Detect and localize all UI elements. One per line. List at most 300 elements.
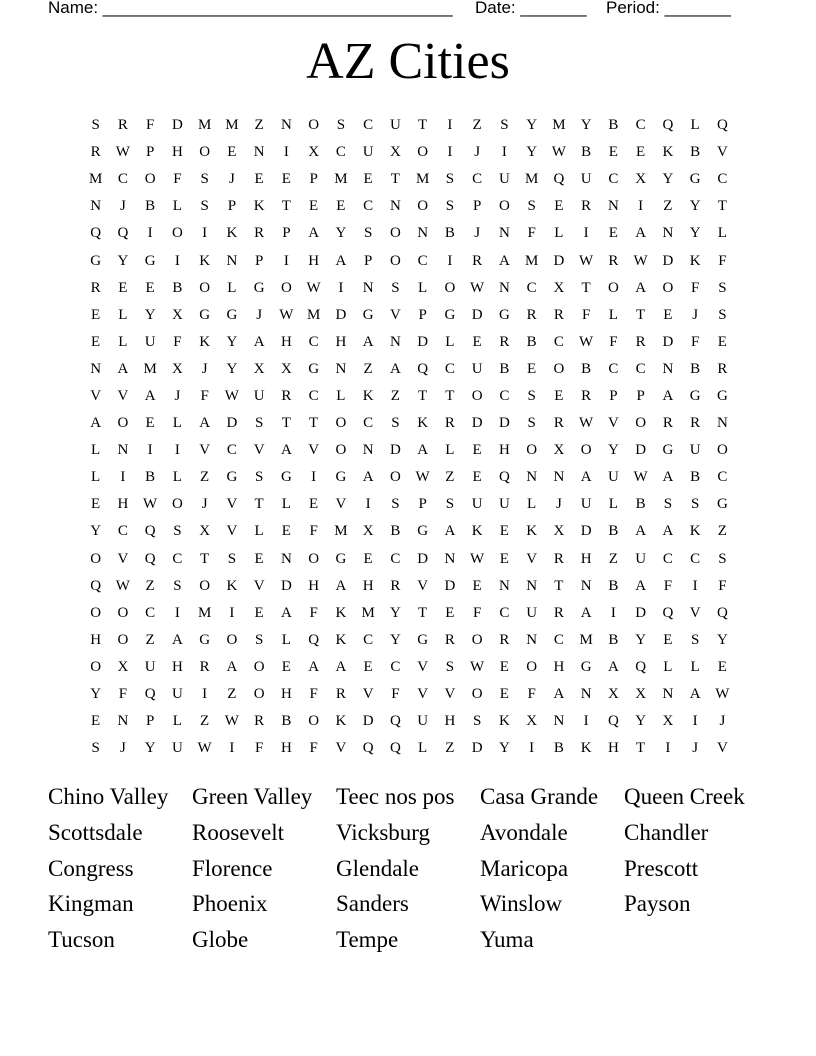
grid-letter[interactable]: C bbox=[608, 360, 619, 377]
grid-letter[interactable]: K bbox=[471, 523, 483, 540]
grid-letter[interactable]: E bbox=[309, 198, 319, 215]
grid-letter[interactable]: A bbox=[444, 523, 456, 540]
grid-letter[interactable]: H bbox=[171, 144, 183, 161]
grid-letter[interactable]: H bbox=[362, 577, 374, 594]
grid-letter[interactable]: S bbox=[472, 713, 482, 730]
grid-letter[interactable]: U bbox=[389, 117, 401, 134]
grid-letter[interactable]: O bbox=[171, 225, 183, 242]
grid-letter[interactable]: P bbox=[636, 387, 645, 404]
grid-letter[interactable]: F bbox=[527, 686, 536, 703]
grid-letter[interactable]: O bbox=[199, 577, 211, 594]
grid-letter[interactable]: C bbox=[390, 550, 401, 567]
grid-letter[interactable]: E bbox=[118, 279, 128, 296]
grid-letter[interactable]: U bbox=[689, 442, 701, 459]
grid-letter[interactable]: V bbox=[417, 577, 429, 594]
grid-letter[interactable]: W bbox=[715, 686, 730, 703]
grid-letter[interactable]: F bbox=[690, 333, 700, 350]
grid-letter[interactable]: Q bbox=[498, 469, 510, 486]
grid-letter[interactable]: T bbox=[200, 550, 210, 567]
grid-letter[interactable]: W bbox=[579, 252, 594, 269]
grid-letter[interactable]: Y bbox=[580, 117, 592, 134]
grid-letter[interactable]: K bbox=[689, 523, 701, 540]
grid-letter[interactable]: T bbox=[309, 415, 319, 432]
grid-letter[interactable]: X bbox=[199, 523, 211, 540]
grid-letter[interactable]: Z bbox=[145, 577, 155, 594]
grid-letter[interactable]: H bbox=[308, 577, 320, 594]
grid-letter[interactable]: Z bbox=[608, 550, 618, 567]
grid-letter[interactable]: Y bbox=[144, 740, 156, 757]
grid-letter[interactable]: V bbox=[335, 740, 347, 757]
grid-letter[interactable]: I bbox=[365, 496, 371, 513]
grid-letter[interactable]: Q bbox=[144, 686, 156, 703]
grid-letter[interactable]: L bbox=[118, 333, 128, 350]
grid-letter[interactable]: R bbox=[90, 144, 101, 161]
grid-letter[interactable]: N bbox=[389, 198, 401, 215]
grid-letter[interactable]: D bbox=[471, 740, 483, 757]
grid-letter[interactable]: W bbox=[579, 415, 594, 432]
grid-letter[interactable]: L bbox=[418, 740, 428, 757]
grid-letter[interactable]: E bbox=[663, 306, 673, 323]
grid-letter[interactable]: E bbox=[499, 658, 509, 675]
grid-letter[interactable]: S bbox=[91, 117, 100, 134]
grid-letter[interactable]: O bbox=[526, 658, 538, 675]
grid-letter[interactable]: N bbox=[526, 631, 538, 648]
grid-letter[interactable]: Y bbox=[498, 740, 510, 757]
grid-letter[interactable]: H bbox=[553, 658, 565, 675]
grid-letter[interactable]: I bbox=[665, 740, 671, 757]
grid-letter[interactable]: S bbox=[391, 415, 400, 432]
grid-letter[interactable]: L bbox=[254, 523, 264, 540]
grid-letter[interactable]: J bbox=[692, 306, 699, 323]
grid-letter[interactable]: A bbox=[308, 225, 320, 242]
grid-letter[interactable]: U bbox=[580, 496, 592, 513]
grid-letter[interactable]: Y bbox=[90, 523, 102, 540]
grid-letter[interactable]: T bbox=[281, 415, 291, 432]
grid-letter[interactable]: D bbox=[662, 333, 674, 350]
grid-letter[interactable]: X bbox=[308, 144, 320, 161]
grid-letter[interactable]: P bbox=[282, 225, 291, 242]
grid-letter[interactable]: N bbox=[90, 198, 102, 215]
grid-letter[interactable]: A bbox=[635, 225, 647, 242]
grid-letter[interactable]: C bbox=[117, 171, 128, 188]
grid-letter[interactable]: V bbox=[117, 550, 129, 567]
grid-letter[interactable]: E bbox=[91, 333, 101, 350]
grid-letter[interactable]: O bbox=[662, 279, 674, 296]
grid-letter[interactable]: L bbox=[281, 631, 291, 648]
grid-letter[interactable]: R bbox=[281, 387, 292, 404]
grid-letter[interactable]: I bbox=[692, 577, 698, 594]
grid-letter[interactable]: B bbox=[444, 225, 455, 242]
grid-letter[interactable]: V bbox=[607, 415, 619, 432]
grid-letter[interactable]: C bbox=[608, 171, 619, 188]
grid-letter[interactable]: Q bbox=[362, 740, 374, 757]
grid-letter[interactable]: E bbox=[309, 496, 319, 513]
grid-letter[interactable]: Y bbox=[526, 117, 538, 134]
grid-letter[interactable]: N bbox=[580, 577, 592, 594]
grid-letter[interactable]: Y bbox=[335, 225, 347, 242]
grid-letter[interactable]: X bbox=[171, 306, 183, 323]
grid-letter[interactable]: K bbox=[498, 713, 510, 730]
grid-letter[interactable]: R bbox=[553, 306, 564, 323]
grid-letter[interactable]: F bbox=[200, 387, 209, 404]
grid-letter[interactable]: E bbox=[91, 496, 101, 513]
grid-letter[interactable]: Y bbox=[389, 631, 401, 648]
grid-letter[interactable]: S bbox=[718, 306, 727, 323]
grid-letter[interactable]: U bbox=[471, 360, 483, 377]
grid-letter[interactable]: H bbox=[607, 740, 619, 757]
grid-letter[interactable]: Z bbox=[390, 387, 400, 404]
grid-letter[interactable]: P bbox=[254, 252, 264, 269]
grid-letter[interactable]: T bbox=[390, 171, 400, 188]
grid-letter[interactable]: B bbox=[608, 117, 619, 134]
grid-letter[interactable]: C bbox=[145, 604, 156, 621]
grid-letter[interactable]: V bbox=[335, 496, 347, 513]
grid-letter[interactable]: O bbox=[498, 198, 510, 215]
grid-letter[interactable]: W bbox=[470, 279, 485, 296]
grid-letter[interactable]: R bbox=[581, 198, 592, 215]
grid-letter[interactable]: O bbox=[471, 686, 483, 703]
grid-letter[interactable]: B bbox=[172, 279, 183, 296]
grid-letter[interactable]: C bbox=[363, 198, 374, 215]
grid-letter[interactable]: E bbox=[254, 171, 264, 188]
grid-letter[interactable]: G bbox=[444, 306, 456, 323]
grid-letter[interactable]: D bbox=[471, 415, 483, 432]
grid-letter[interactable]: E bbox=[91, 713, 101, 730]
grid-letter[interactable]: K bbox=[689, 252, 701, 269]
grid-letter[interactable]: O bbox=[635, 415, 647, 432]
grid-letter[interactable]: O bbox=[553, 360, 565, 377]
grid-letter[interactable]: I bbox=[638, 198, 644, 215]
grid-letter[interactable]: D bbox=[362, 713, 374, 730]
grid-letter[interactable]: G bbox=[280, 469, 292, 486]
grid-letter[interactable]: Q bbox=[662, 604, 674, 621]
grid-letter[interactable]: R bbox=[254, 225, 265, 242]
grid-letter[interactable]: B bbox=[608, 523, 619, 540]
grid-letter[interactable]: O bbox=[471, 387, 483, 404]
grid-letter[interactable]: N bbox=[662, 686, 674, 703]
grid-letter[interactable]: O bbox=[335, 442, 347, 459]
grid-letter[interactable]: O bbox=[444, 279, 456, 296]
grid-letter[interactable]: T bbox=[418, 387, 428, 404]
grid-letter[interactable]: Q bbox=[144, 550, 156, 567]
grid-letter[interactable]: H bbox=[171, 658, 183, 675]
grid-letter[interactable]: S bbox=[663, 496, 673, 513]
grid-letter[interactable]: L bbox=[690, 658, 700, 675]
grid-letter[interactable]: N bbox=[253, 144, 265, 161]
grid-letter[interactable]: E bbox=[554, 198, 564, 215]
grid-letter[interactable]: N bbox=[716, 415, 728, 432]
grid-letter[interactable]: I bbox=[147, 442, 153, 459]
grid-letter[interactable]: V bbox=[226, 523, 238, 540]
grid-letter[interactable]: N bbox=[417, 225, 429, 242]
grid-letter[interactable]: J bbox=[119, 740, 126, 757]
grid-letter[interactable]: A bbox=[580, 469, 592, 486]
grid-letter[interactable]: H bbox=[335, 333, 347, 350]
grid-letter[interactable]: F bbox=[173, 333, 182, 350]
grid-letter[interactable]: L bbox=[554, 225, 564, 242]
grid-letter[interactable]: V bbox=[226, 496, 238, 513]
grid-letter[interactable]: I bbox=[174, 252, 180, 269]
grid-letter[interactable]: E bbox=[472, 442, 482, 459]
grid-letter[interactable]: O bbox=[117, 604, 129, 621]
grid-letter[interactable]: S bbox=[254, 469, 264, 486]
grid-letter[interactable]: I bbox=[338, 279, 344, 296]
grid-letter[interactable]: U bbox=[253, 387, 265, 404]
grid-letter[interactable]: L bbox=[418, 279, 428, 296]
name-field[interactable]: Name: _____________________________________ bbox=[48, 0, 453, 17]
grid-letter[interactable]: P bbox=[145, 144, 155, 161]
grid-letter[interactable]: R bbox=[390, 577, 401, 594]
grid-letter[interactable]: O bbox=[308, 117, 320, 134]
grid-letter[interactable]: L bbox=[717, 225, 727, 242]
grid-letter[interactable]: A bbox=[635, 577, 647, 594]
grid-letter[interactable]: M bbox=[334, 523, 348, 540]
grid-letter[interactable]: N bbox=[444, 550, 456, 567]
grid-letter[interactable]: P bbox=[145, 713, 155, 730]
grid-letter[interactable]: E bbox=[145, 415, 155, 432]
grid-letter[interactable]: E bbox=[336, 198, 346, 215]
grid-letter[interactable]: N bbox=[335, 360, 347, 377]
grid-letter[interactable]: N bbox=[580, 686, 592, 703]
grid-letter[interactable]: Y bbox=[90, 686, 102, 703]
grid-letter[interactable]: Z bbox=[717, 523, 727, 540]
grid-letter[interactable]: Q bbox=[117, 225, 129, 242]
grid-letter[interactable]: B bbox=[581, 144, 592, 161]
grid-letter[interactable]: I bbox=[583, 713, 589, 730]
grid-letter[interactable]: L bbox=[663, 658, 673, 675]
grid-letter[interactable]: M bbox=[524, 252, 539, 269]
grid-letter[interactable]: B bbox=[281, 713, 292, 730]
grid-letter[interactable]: A bbox=[389, 360, 401, 377]
grid-letter[interactable]: J bbox=[719, 713, 726, 730]
grid-letter[interactable]: D bbox=[471, 306, 483, 323]
grid-letter[interactable]: C bbox=[472, 171, 483, 188]
grid-letter[interactable]: A bbox=[308, 658, 320, 675]
grid-letter[interactable]: U bbox=[471, 496, 483, 513]
grid-letter[interactable]: S bbox=[254, 631, 264, 648]
grid-letter[interactable]: Y bbox=[635, 631, 647, 648]
grid-letter[interactable]: K bbox=[662, 144, 674, 161]
grid-letter[interactable]: B bbox=[526, 333, 537, 350]
grid-letter[interactable]: G bbox=[335, 469, 347, 486]
grid-letter[interactable]: W bbox=[197, 740, 212, 757]
grid-letter[interactable]: A bbox=[662, 523, 674, 540]
grid-letter[interactable]: E bbox=[363, 171, 373, 188]
grid-letter[interactable]: I bbox=[583, 225, 589, 242]
grid-letter[interactable]: D bbox=[580, 523, 592, 540]
grid-letter[interactable]: S bbox=[336, 117, 346, 134]
grid-letter[interactable]: S bbox=[500, 117, 509, 134]
grid-letter[interactable]: C bbox=[526, 279, 537, 296]
grid-letter[interactable]: A bbox=[144, 387, 156, 404]
grid-letter[interactable]: S bbox=[254, 415, 264, 432]
grid-letter[interactable]: B bbox=[690, 144, 701, 161]
grid-letter[interactable]: T bbox=[554, 577, 564, 594]
grid-letter[interactable]: O bbox=[471, 631, 483, 648]
grid-letter[interactable]: O bbox=[117, 415, 129, 432]
grid-letter[interactable]: O bbox=[144, 171, 156, 188]
grid-letter[interactable]: Q bbox=[308, 631, 320, 648]
grid-letter[interactable]: G bbox=[308, 360, 320, 377]
grid-letter[interactable]: F bbox=[609, 333, 618, 350]
grid-letter[interactable]: R bbox=[199, 658, 210, 675]
grid-letter[interactable]: A bbox=[580, 604, 592, 621]
grid-letter[interactable]: W bbox=[470, 658, 485, 675]
grid-letter[interactable]: Y bbox=[144, 306, 156, 323]
grid-letter[interactable]: R bbox=[499, 333, 510, 350]
grid-letter[interactable]: Q bbox=[389, 713, 401, 730]
grid-letter[interactable]: Y bbox=[117, 252, 129, 269]
grid-letter[interactable]: S bbox=[173, 523, 182, 540]
grid-letter[interactable]: Z bbox=[227, 686, 237, 703]
grid-letter[interactable]: L bbox=[527, 496, 537, 513]
grid-letter[interactable]: I bbox=[202, 686, 208, 703]
grid-letter[interactable]: O bbox=[716, 442, 728, 459]
grid-letter[interactable]: L bbox=[690, 117, 700, 134]
grid-letter[interactable]: M bbox=[88, 171, 103, 188]
grid-letter[interactable]: B bbox=[390, 523, 401, 540]
grid-letter[interactable]: T bbox=[636, 306, 646, 323]
grid-letter[interactable]: J bbox=[474, 144, 481, 161]
grid-letter[interactable]: N bbox=[526, 577, 538, 594]
grid-letter[interactable]: O bbox=[253, 686, 265, 703]
grid-letter[interactable]: I bbox=[447, 117, 453, 134]
grid-letter[interactable]: N bbox=[90, 360, 102, 377]
grid-letter[interactable]: L bbox=[445, 442, 455, 459]
grid-letter[interactable]: S bbox=[718, 279, 727, 296]
grid-letter[interactable]: V bbox=[199, 442, 211, 459]
grid-letter[interactable]: O bbox=[417, 144, 429, 161]
grid-letter[interactable]: X bbox=[553, 523, 565, 540]
grid-letter[interactable]: U bbox=[526, 604, 538, 621]
grid-letter[interactable]: E bbox=[608, 144, 618, 161]
grid-letter[interactable]: W bbox=[224, 713, 239, 730]
grid-letter[interactable]: M bbox=[197, 604, 212, 621]
grid-letter[interactable]: Q bbox=[716, 117, 728, 134]
grid-letter[interactable]: R bbox=[662, 415, 673, 432]
grid-letter[interactable]: E bbox=[227, 144, 237, 161]
grid-letter[interactable]: Z bbox=[472, 117, 482, 134]
grid-letter[interactable]: L bbox=[172, 713, 182, 730]
grid-letter[interactable]: E bbox=[91, 306, 101, 323]
grid-letter[interactable]: D bbox=[389, 442, 401, 459]
grid-letter[interactable]: D bbox=[635, 604, 647, 621]
grid-letter[interactable]: C bbox=[717, 171, 728, 188]
grid-letter[interactable]: A bbox=[662, 469, 674, 486]
grid-letter[interactable]: X bbox=[117, 658, 129, 675]
grid-letter[interactable]: A bbox=[253, 333, 265, 350]
grid-letter[interactable]: Q bbox=[90, 577, 102, 594]
grid-letter[interactable]: R bbox=[581, 387, 592, 404]
grid-letter[interactable]: K bbox=[335, 631, 347, 648]
grid-letter[interactable]: E bbox=[472, 333, 482, 350]
grid-letter[interactable]: C bbox=[499, 604, 510, 621]
grid-letter[interactable]: O bbox=[199, 144, 211, 161]
grid-letter[interactable]: I bbox=[447, 144, 453, 161]
grid-letter[interactable]: J bbox=[474, 225, 481, 242]
grid-letter[interactable]: M bbox=[552, 117, 566, 134]
grid-letter[interactable]: N bbox=[553, 469, 565, 486]
grid-letter[interactable]: W bbox=[279, 306, 294, 323]
grid-letter[interactable]: Q bbox=[90, 225, 102, 242]
grid-letter[interactable]: Z bbox=[254, 117, 264, 134]
grid-letter[interactable]: X bbox=[553, 442, 565, 459]
grid-letter[interactable]: X bbox=[526, 713, 538, 730]
grid-letter[interactable]: I bbox=[447, 252, 453, 269]
grid-letter[interactable]: V bbox=[308, 442, 320, 459]
grid-letter[interactable]: I bbox=[529, 740, 535, 757]
grid-letter[interactable]: F bbox=[309, 523, 318, 540]
grid-letter[interactable]: Y bbox=[716, 631, 728, 648]
grid-letter[interactable]: B bbox=[581, 360, 592, 377]
grid-letter[interactable]: C bbox=[444, 360, 455, 377]
grid-letter[interactable]: B bbox=[608, 577, 619, 594]
grid-letter[interactable]: F bbox=[663, 577, 673, 594]
grid-letter[interactable]: N bbox=[498, 279, 510, 296]
grid-letter[interactable]: E bbox=[554, 387, 564, 404]
grid-letter[interactable]: A bbox=[689, 686, 701, 703]
grid-letter[interactable]: F bbox=[118, 686, 128, 703]
grid-letter[interactable]: R bbox=[635, 333, 646, 350]
grid-letter[interactable]: W bbox=[633, 252, 648, 269]
grid-letter[interactable]: S bbox=[445, 171, 455, 188]
grid-letter[interactable]: N bbox=[280, 550, 292, 567]
grid-letter[interactable]: X bbox=[635, 686, 647, 703]
grid-letter[interactable]: X bbox=[362, 523, 374, 540]
grid-letter[interactable]: Z bbox=[200, 713, 210, 730]
grid-letter[interactable]: A bbox=[280, 604, 292, 621]
grid-letter[interactable]: D bbox=[444, 577, 456, 594]
grid-letter[interactable]: G bbox=[253, 279, 265, 296]
grid-letter[interactable]: J bbox=[174, 387, 181, 404]
grid-letter[interactable]: Q bbox=[553, 171, 565, 188]
grid-letter[interactable]: B bbox=[690, 469, 701, 486]
grid-letter[interactable]: B bbox=[499, 360, 510, 377]
grid-letter[interactable]: I bbox=[283, 252, 289, 269]
grid-letter[interactable]: U bbox=[498, 171, 510, 188]
grid-letter[interactable]: A bbox=[117, 360, 129, 377]
grid-letter[interactable]: Z bbox=[663, 198, 673, 215]
grid-letter[interactable]: D bbox=[335, 306, 347, 323]
grid-letter[interactable]: K bbox=[335, 713, 347, 730]
grid-letter[interactable]: M bbox=[415, 171, 430, 188]
grid-letter[interactable]: A bbox=[226, 658, 238, 675]
grid-letter[interactable]: R bbox=[472, 252, 483, 269]
grid-letter[interactable]: O bbox=[171, 496, 183, 513]
grid-letter[interactable]: H bbox=[498, 442, 510, 459]
grid-letter[interactable]: X bbox=[280, 360, 292, 377]
grid-letter[interactable]: R bbox=[553, 550, 564, 567]
period-field[interactable]: Period: _______ bbox=[606, 0, 731, 17]
grid-letter[interactable]: I bbox=[147, 225, 153, 242]
grid-letter[interactable]: M bbox=[334, 171, 348, 188]
grid-letter[interactable]: E bbox=[281, 658, 291, 675]
grid-letter[interactable]: A bbox=[171, 631, 183, 648]
grid-letter[interactable]: R bbox=[526, 306, 537, 323]
grid-letter[interactable]: V bbox=[716, 740, 728, 757]
grid-letter[interactable]: F bbox=[581, 306, 591, 323]
grid-letter[interactable]: X bbox=[171, 360, 183, 377]
grid-letter[interactable]: O bbox=[335, 415, 347, 432]
grid-letter[interactable]: E bbox=[717, 333, 727, 350]
grid-letter[interactable]: Q bbox=[662, 117, 674, 134]
grid-letter[interactable]: S bbox=[445, 658, 455, 675]
grid-letter[interactable]: C bbox=[172, 550, 183, 567]
grid-letter[interactable]: F bbox=[472, 604, 482, 621]
grid-letter[interactable]: A bbox=[362, 469, 374, 486]
grid-letter[interactable]: D bbox=[226, 415, 238, 432]
grid-letter[interactable]: Y bbox=[689, 225, 701, 242]
